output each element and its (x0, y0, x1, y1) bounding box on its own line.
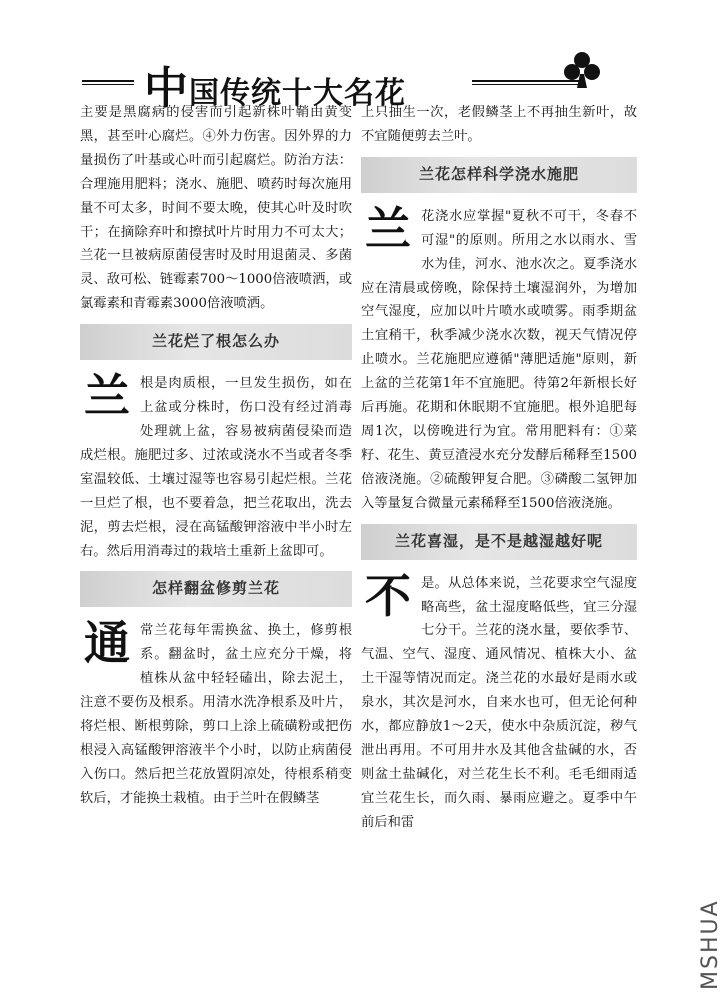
watermark-text: MSHUA (698, 899, 723, 990)
drop-cap: 通 (84, 616, 130, 671)
drop-cap: 兰 (84, 369, 130, 424)
paragraph-text: 根是肉质根，一旦发生损伤，如在上盆或分株时，伤口没有经过消毒处理就上盆，容易被病菌侵染而造成烂根。施肥过多、过浓或浇水不当或者冬季室温较低、土壤过湿等也容易引起烂根。兰花一旦烂了根，也不要着急，把兰花取出，洗去泥，剪去烂根，浸在高锰酸钾溶液中半小时左右。然后用消毒过的栽培土重新上盆即可。 (80, 376, 352, 559)
section-heading: 兰花怎样科学浇水施肥 (361, 157, 637, 193)
paragraph-text: 是。从总体来说，兰花要求空气湿度略高些，盆土湿度略低些，宜三分湿七分干。兰花的浇水量，要依季节、气温、空气、湿度、通风情况、植株大小、盆土干湿等情况而定。浇兰花的水最好是雨水或泉水，其次是河水，自来水也可，但无论何种水，都应静放1～2天，使水中杂质沉淀，秽气泄出再用。不可用井水及其他含盐碱的水，否则盆土盐碱化，对兰花生长不利。毛毛细雨适宜兰花生长，而久雨、暴雨应避之。夏季中午前后和雷 (361, 575, 637, 830)
header-rule-left (82, 80, 134, 85)
paragraph: 主要是黑腐病的侵害而引起新株叶鞘由黄变黑，甚至叶心腐烂。④外力伤害。因外界的力量损伤了叶基或心叶而引起腐烂。防治方法：合理施用肥料；浇水、施肥、喷药时每次施用量不可太多，时间不要太晚，使其心叶及时吹干；在摘除弃叶和擦拭叶片时用力不可太大；兰花一旦被病原菌侵害时及时用退菌灵、多菌灵、敌可松、链霉素700～1000倍液喷洒，或氯霉素和青霉素3000倍液喷洒。 (80, 105, 352, 312)
section-heading: 兰花烂了根怎么办 (80, 324, 352, 360)
clover-icon (560, 48, 604, 92)
paragraph-text: 花浇水应掌握"夏秋不可干，冬春不可湿"的原则。所用之水以雨水、雪水为佳，河水、池水次之。夏季浇水应在清晨或傍晚，除保持土壤湿润外，为增加空气湿度，应加以叶片喷水或喷雾。雨季期盆土宜稍干，秋季减少浇水次数，视天气情况停止喷水。兰花施肥应遵循"薄肥适施"原则，新上盆的兰花第1年不宜施肥。待第2年新根长好后再施。花期和休眠期不宜施肥。根外追肥每周1次，以傍晚进行为宜。常用肥料有：①菜籽、花生、黄豆渣浸水充分发酵后稀释至1500倍液浇施。②硫酸钾复合肥。③磷酸二氢钾加入等量复合微量元素稀释至1500倍液浇施。 (361, 208, 637, 511)
drop-cap: 不 (365, 568, 411, 623)
right-column (361, 101, 637, 835)
paragraph (361, 201, 637, 516)
title-first-char: 中 (144, 63, 189, 114)
watermark (672, 880, 723, 990)
paragraph-text: 常兰花每年需换盆、换土，修剪根系。翻盆时，盆土应充分干燥，将植株从盆中轻轻磕出，除去泥土，注意不要伤及根系。用清水洗净根系及叶片，将烂根、断根剪除，剪口上涂上硫磺粉或把伤根浸入高锰酸钾溶液半个小时，以防止病菌侵入伤口。然后把兰花放置阴凉处，待根系稍变软后，才能换土栽植。由于兰叶在假鳞茎 (80, 623, 352, 806)
page-header (70, 50, 630, 114)
left-column (80, 101, 352, 811)
paragraph (361, 568, 637, 835)
title-rest: 国传统十大名花 (189, 76, 406, 111)
paragraph (80, 616, 352, 810)
paragraph: 上只抽生一次，老假鳞茎上不再抽生新叶，故不宜随便剪去兰叶。 (361, 105, 637, 144)
section-heading: 怎样翻盆修剪兰花 (80, 571, 352, 607)
paragraph (80, 369, 352, 563)
drop-cap: 兰 (365, 201, 411, 256)
section-heading: 兰花喜湿，是不是越湿越好呢 (361, 524, 637, 560)
